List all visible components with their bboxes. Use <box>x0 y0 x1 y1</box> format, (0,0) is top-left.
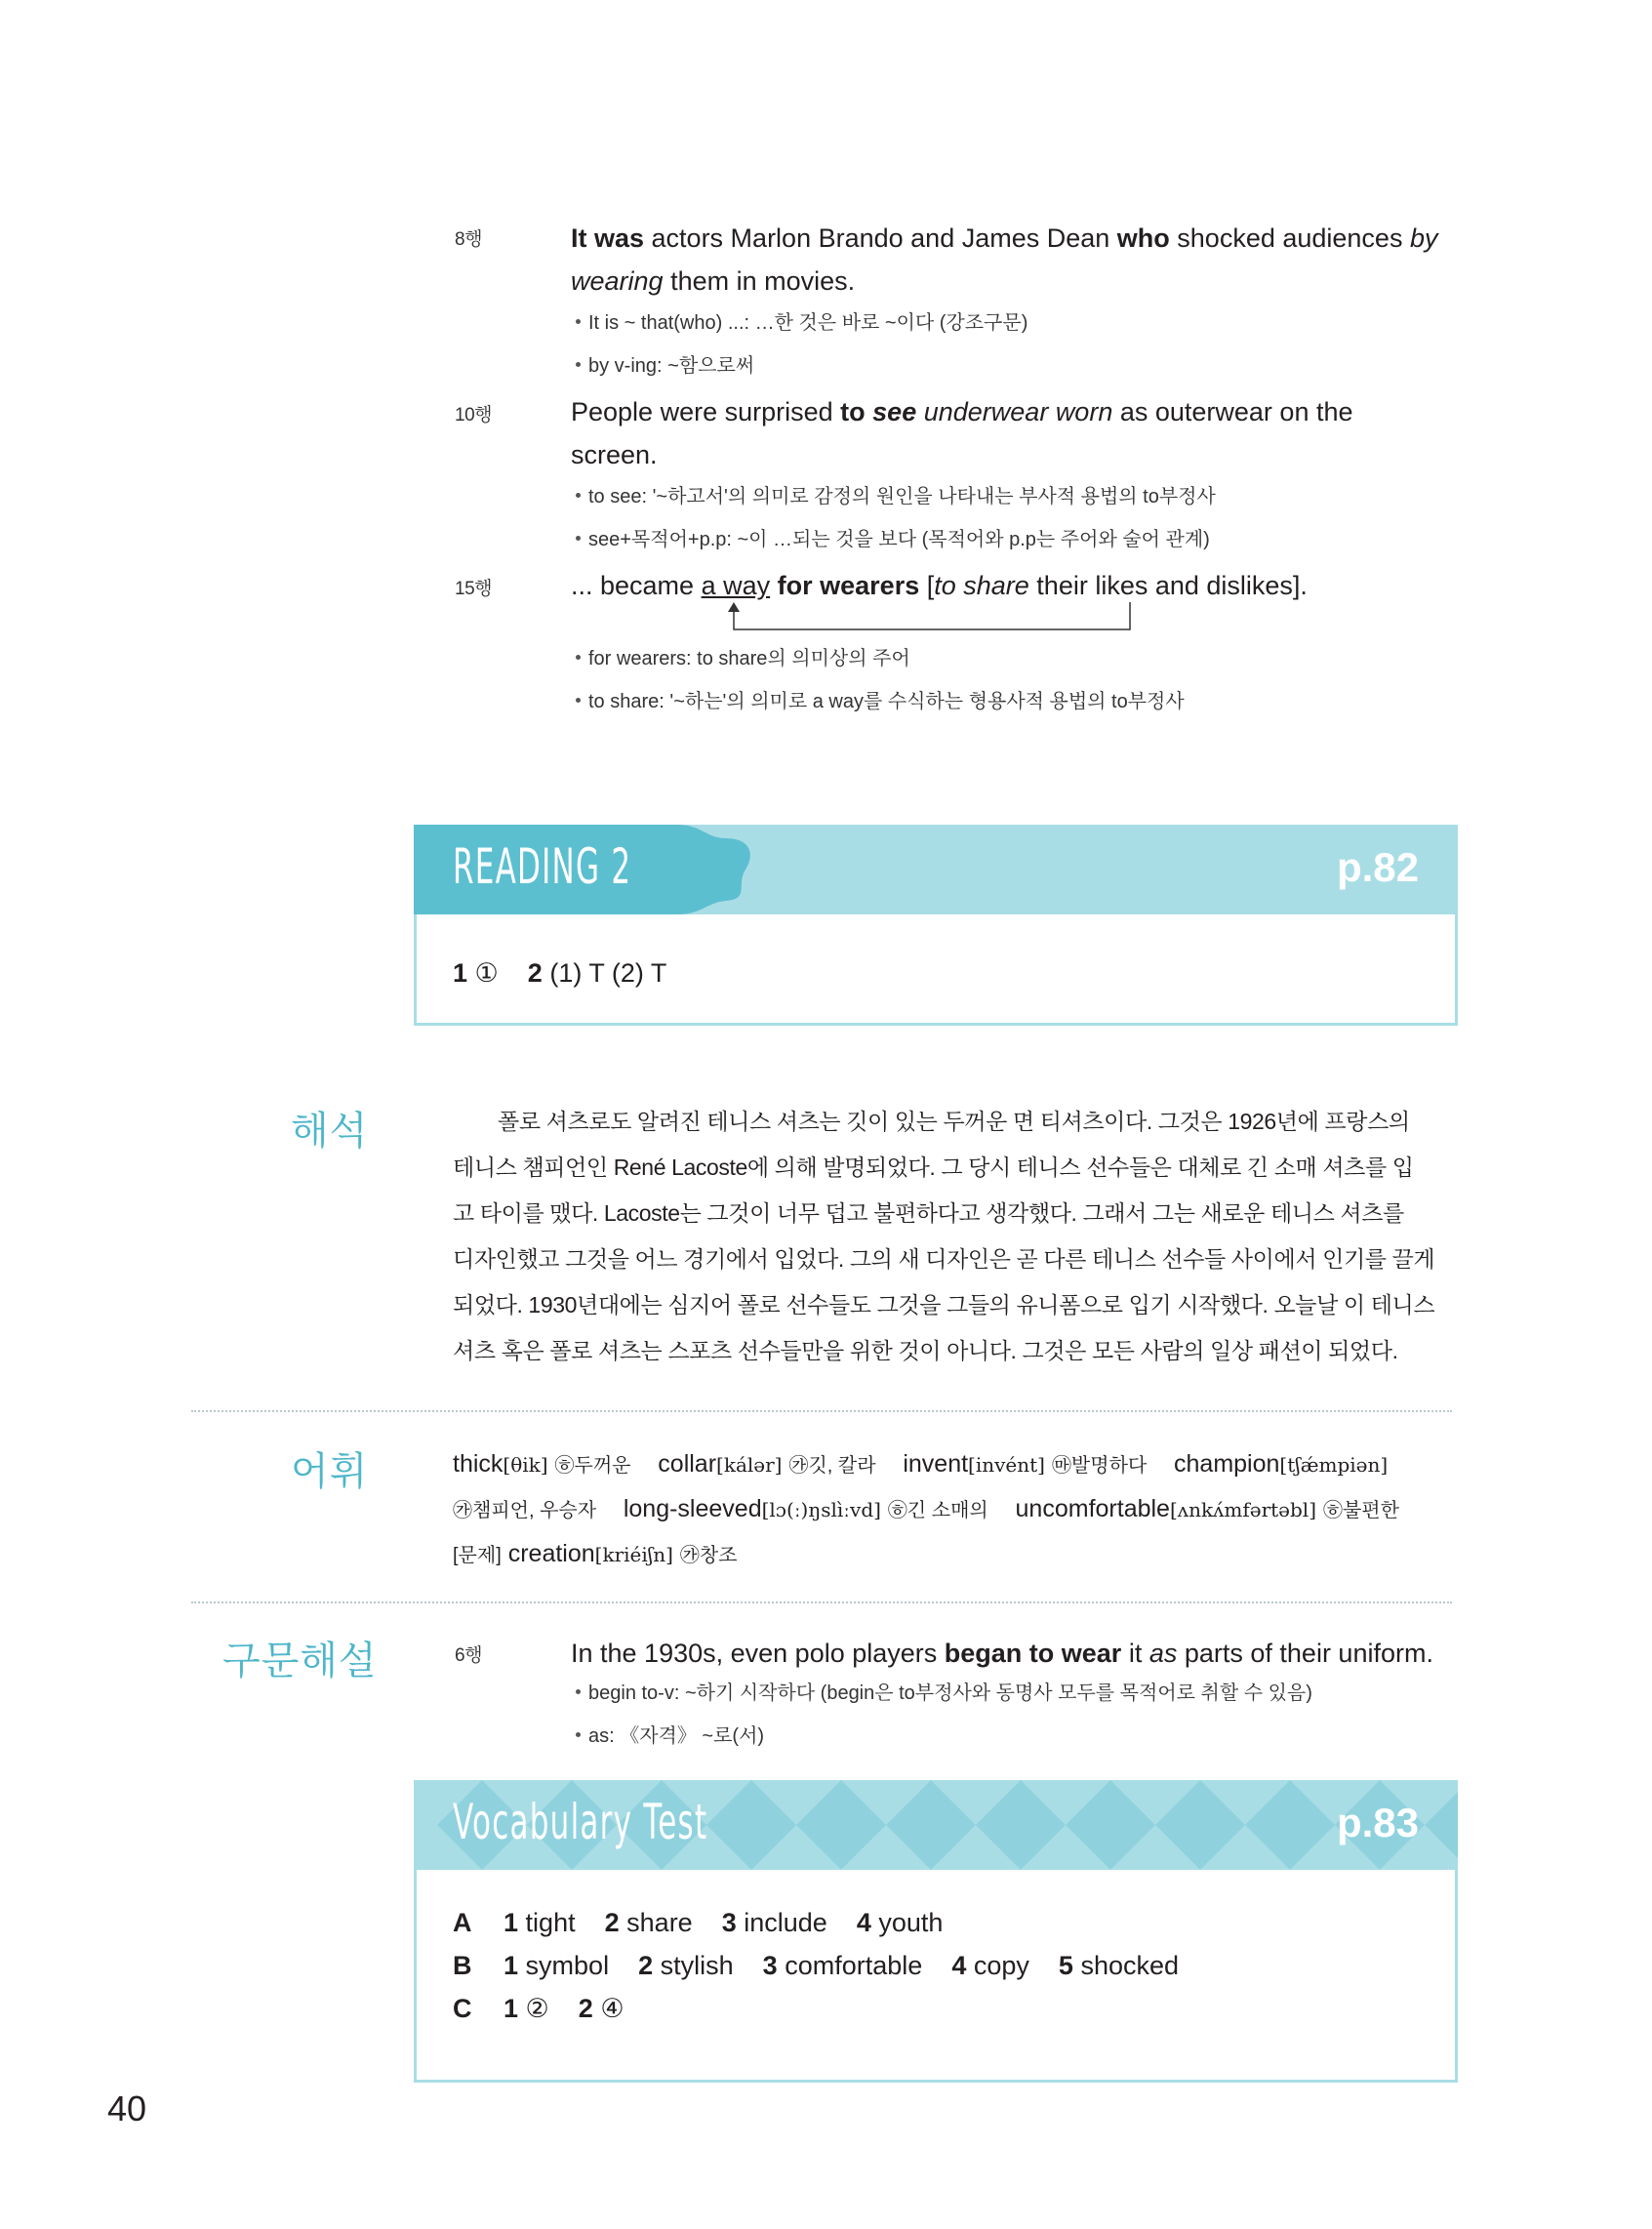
sentence-line6 <box>571 1632 1478 1675</box>
note-text: by v-ing: ~함으로써 <box>588 355 755 377</box>
vocab-word: creation <box>507 1540 595 1567</box>
vocab-line <box>453 1532 1399 1577</box>
note-text: see+목적어+p.p: ~이 …되는 것을 보다 (목적어와 p.p는 주어와 술어 관계) <box>588 529 1210 550</box>
answer-number: 3 <box>762 1951 778 1980</box>
note-text: as: 《자격》 ~로(서) <box>588 1725 765 1747</box>
note-line15-1 <box>576 637 910 680</box>
answer-word: copy <box>973 1951 1029 1980</box>
bold-phrase: for wearers <box>777 571 920 600</box>
text-fragment <box>916 397 924 426</box>
note-text: begin to-v: ~하기 시작하다 (begin은 to부정사와 동명사 모두를 목적어로 취할 수 있음) <box>588 1682 1312 1704</box>
translation-line: 디자인했고 그것을 어느 경기에서 입었다. 그의 새 디자인은 곧 다른 테니스 선수들 사이에서 인기를 끌게 <box>453 1246 1435 1272</box>
answer-number: 1 <box>504 1951 519 1980</box>
bullet-icon <box>576 655 581 660</box>
line-number-10: 10행 <box>455 405 492 426</box>
underlined-phrase: a way <box>701 571 771 600</box>
answer-word: tight <box>525 1908 576 1937</box>
section-divider <box>191 1601 1452 1603</box>
answer-word: shocked <box>1080 1951 1180 1980</box>
answer-row-c <box>453 1987 1179 2030</box>
bullet-icon <box>576 493 581 498</box>
vocab-pron: [invént] <box>968 1453 1045 1477</box>
vocab-line <box>453 1442 1399 1487</box>
vocab-meaning: ㉭두꺼운 <box>554 1455 631 1477</box>
note-text: to see: '~하고서'의 의미로 감정의 원인을 나타내는 부사적 용법의 to부정사 <box>588 486 1216 507</box>
vocab-pron: [lɔ(ː)ŋslìːvd] <box>761 1498 881 1521</box>
note-text: to share: '~하는'의 의미로 a way를 수식하는 형용사적 용법의 to부정사 <box>588 691 1185 712</box>
translation-line: 되었다. 1930년대에는 심지어 폴로 선수들도 그것을 그들의 유니폼으로 입기 시작했다. 오늘날 이 테니스 <box>453 1292 1435 1317</box>
sentence-line10 <box>571 390 1478 476</box>
answer-number: 1 <box>453 958 468 988</box>
vocab-word: champion <box>1174 1450 1280 1478</box>
answer-word: ② <box>525 1994 549 2023</box>
note-line6-2 <box>576 1715 764 1758</box>
vocab-category: [문제] <box>453 1545 502 1566</box>
bullet-icon <box>576 319 581 324</box>
note-line8-1 <box>576 302 1027 344</box>
answer-number: 1 <box>504 1994 519 2023</box>
vocab-line <box>453 1487 1399 1532</box>
answer-word: share <box>626 1908 693 1937</box>
vocab-test-answers <box>453 1901 1179 2030</box>
translation-line: 테니스 챔피언인 René Lacoste에 의해 발명되었다. 그 당시 테니스 선수들은 대체로 긴 소매 셔츠를 입 <box>453 1155 1414 1180</box>
text-fragment: them in movies. <box>663 266 856 296</box>
line-number-6: 6행 <box>455 1645 482 1666</box>
bullet-icon <box>576 698 581 703</box>
bold-phrase: It was <box>571 223 645 253</box>
vocab-test-title: Vocabulary Test <box>453 1794 708 1850</box>
translation-line: 셔츠 혹은 폴로 셔츠는 스포츠 선수들만을 위한 것이 아니다. 그것은 모든 사람의 일상 패션이 되었다. <box>453 1338 1398 1363</box>
italic-phrase: wearing <box>571 266 664 296</box>
vocab-pron: [kálər] <box>716 1453 783 1477</box>
bold-italic-phrase: see <box>872 397 917 426</box>
vocab-meaning: ㉭긴 소매의 <box>887 1500 988 1521</box>
bullet-icon <box>576 1689 581 1694</box>
vocab-test-header <box>414 1780 1458 1870</box>
answer-word: symbol <box>525 1951 610 1980</box>
reading2-page: p.82 <box>1336 844 1419 890</box>
note-text: It is ~ that(who) ...: …한 것은 바로 ~이다 (강조구문) <box>588 312 1028 334</box>
answer-value: (1) T (2) T <box>549 958 667 988</box>
text-fragment: parts of their uniform. <box>1177 1639 1433 1668</box>
answer-row-a <box>453 1901 1179 1944</box>
answer-number: 2 <box>638 1951 654 1980</box>
vocab-pron: [kriéiʃn] <box>594 1543 673 1566</box>
vocab-word: invent <box>903 1450 969 1478</box>
line-number-15: 15행 <box>455 579 492 599</box>
bullet-icon <box>576 362 581 367</box>
text-fragment: actors Marlon Brando and James Dean <box>644 223 1117 253</box>
text-fragment: shocked audiences <box>1169 223 1410 253</box>
vocab-meaning: ㉮창조 <box>679 1545 738 1566</box>
vocab-meaning: ㉮깃, 칼라 <box>788 1455 876 1477</box>
row-letter: B <box>453 1951 472 1980</box>
text-fragment <box>770 571 778 600</box>
vocab-word: uncomfortable <box>1015 1495 1170 1522</box>
text-fragment: [ <box>919 571 935 600</box>
text-fragment: as outerwear on the <box>1112 397 1353 426</box>
text-fragment: People were surprised <box>571 397 841 426</box>
answer-number: 2 <box>578 1994 593 2023</box>
reading2-header <box>414 825 1458 914</box>
italic-phrase: by <box>1409 223 1438 253</box>
answer-number: 1 <box>504 1908 519 1937</box>
page-number: 40 <box>107 2088 147 2128</box>
vocab-pron: [θik] <box>503 1453 548 1477</box>
label-haeseok: 해석 <box>291 1110 369 1153</box>
answer-word: include <box>744 1908 827 1937</box>
answer-number: 5 <box>1058 1951 1073 1980</box>
note-line8-2 <box>576 344 754 387</box>
translation-paragraph <box>453 1099 1434 1374</box>
answer-number: 4 <box>951 1951 967 1980</box>
reading2-answers <box>453 952 666 994</box>
answer-number: 2 <box>604 1908 620 1937</box>
text-fragment: their likes and dislikes]. <box>1028 571 1308 600</box>
note-text: for wearers: to share의 의미상의 주어 <box>588 648 910 669</box>
answer-word: comfortable <box>785 1951 923 1980</box>
text-fragment: it <box>1121 1639 1149 1668</box>
row-letter: A <box>453 1908 472 1937</box>
text-fragment: screen. <box>571 440 658 469</box>
answer-value: ① <box>474 958 499 988</box>
note-line15-2 <box>576 680 1185 723</box>
vocab-word: thick <box>453 1450 504 1478</box>
answer-word: stylish <box>660 1951 734 1980</box>
answer-number: 3 <box>721 1908 737 1937</box>
translation-line: 폴로 셔츠로도 알려진 테니스 셔츠는 깃이 있는 두꺼운 면 티셔츠이다. 그것은 1926년에 프랑스의 <box>498 1109 1410 1134</box>
label-gumun: 구문해설 <box>222 1640 378 1682</box>
row-letter: C <box>453 1994 472 2023</box>
vocab-meaning: ㉲발명하다 <box>1051 1455 1148 1477</box>
answer-number: 4 <box>856 1908 871 1937</box>
text-fragment: ... became <box>571 571 702 600</box>
answer-word: youth <box>878 1908 944 1937</box>
answer-row-b <box>453 1944 1179 1987</box>
answer-word: ④ <box>600 1994 625 2023</box>
answer-number: 2 <box>527 958 543 988</box>
bold-phrase: began to wear <box>944 1639 1122 1668</box>
italic-phrase: as <box>1148 1639 1178 1668</box>
note-line10-2 <box>576 518 1210 561</box>
section-divider <box>191 1410 1452 1412</box>
bullet-icon <box>576 536 581 541</box>
vocab-pron: [ʌnkʌ́mfərtəbl] <box>1169 1498 1317 1521</box>
note-line6-1 <box>576 1672 1312 1715</box>
note-line10-1 <box>576 475 1216 518</box>
text-fragment: In the 1930s, even polo players <box>571 1639 945 1668</box>
vocab-word: long-sleeved <box>623 1495 762 1522</box>
bullet-icon <box>576 1732 581 1737</box>
vocab-list <box>453 1442 1399 1577</box>
vocab-word: collar <box>658 1450 717 1478</box>
bold-phrase: to <box>840 397 873 426</box>
line-number-8: 8행 <box>455 229 482 250</box>
vocab-test-page: p.83 <box>1336 1800 1419 1845</box>
italic-phrase: underwear worn <box>923 397 1113 426</box>
vocab-meaning: ㉮챔피언, 우승자 <box>453 1500 597 1521</box>
reading2-title: READING 2 <box>453 838 632 895</box>
bold-phrase: who <box>1116 223 1170 253</box>
modifier-arrow-icon <box>712 600 1142 639</box>
translation-line: 고 타이를 맸다. Lacoste는 그것이 너무 덥고 불편하다고 생각했다. 그래서 그는 새로운 테니스 셔츠를 <box>453 1200 1404 1226</box>
sentence-line8 <box>571 217 1478 303</box>
vocab-meaning: ㉭불편한 <box>1322 1500 1399 1521</box>
label-eohwi: 어휘 <box>291 1450 369 1493</box>
italic-phrase: to share <box>934 571 1029 600</box>
vocab-pron: [tʃǽmpiən] <box>1279 1453 1389 1477</box>
